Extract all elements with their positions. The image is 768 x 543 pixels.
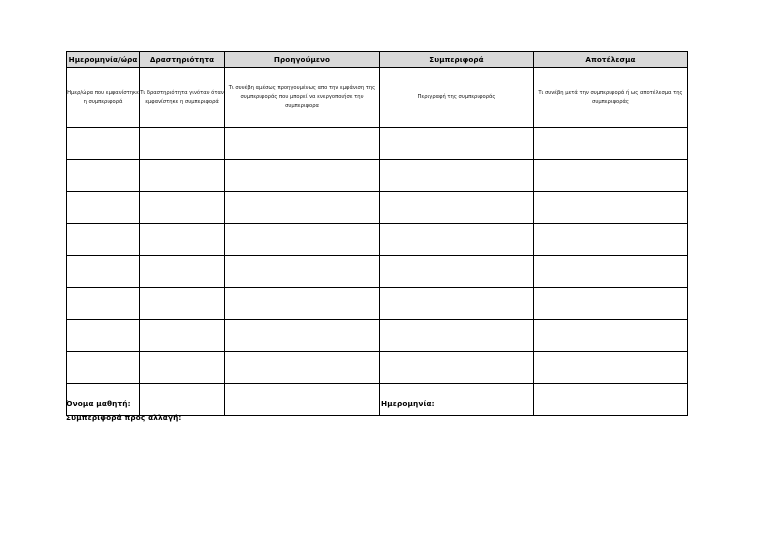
entry-cell-activity[interactable] bbox=[140, 160, 225, 192]
entry-cell-antecedent[interactable] bbox=[225, 192, 380, 224]
entry-cell-behavior[interactable] bbox=[380, 288, 534, 320]
entry-cell-antecedent[interactable] bbox=[225, 320, 380, 352]
description-consequence: Τι συνέβη μετά την συμπεριφορά ή ως αποτέλεσμα της συμπεριφοράς bbox=[534, 68, 688, 128]
entry-cell-antecedent[interactable] bbox=[225, 352, 380, 384]
entry-row bbox=[67, 192, 688, 224]
entry-cell-antecedent[interactable] bbox=[225, 288, 380, 320]
entry-cell-datetime[interactable] bbox=[67, 224, 140, 256]
entry-cell-activity[interactable] bbox=[140, 192, 225, 224]
entry-cell-behavior[interactable] bbox=[380, 128, 534, 160]
entry-row bbox=[67, 160, 688, 192]
student-name-label: Όνομα μαθητή: bbox=[66, 399, 131, 408]
entry-cell-consequence[interactable] bbox=[534, 288, 688, 320]
abc-record-table bbox=[66, 51, 688, 416]
entry-row bbox=[67, 256, 688, 288]
entry-cell-consequence[interactable] bbox=[534, 192, 688, 224]
date-label: Ημερομηνία: bbox=[381, 399, 435, 408]
header-behavior: Συμπεριφορά bbox=[380, 52, 534, 68]
entry-row bbox=[67, 320, 688, 352]
entry-row bbox=[67, 384, 688, 416]
entry-cell-activity[interactable] bbox=[140, 256, 225, 288]
entry-cell-behavior[interactable] bbox=[380, 160, 534, 192]
entry-cell-activity[interactable] bbox=[140, 320, 225, 352]
entry-cell-datetime[interactable] bbox=[67, 320, 140, 352]
entry-cell-consequence[interactable] bbox=[534, 320, 688, 352]
entry-cell-datetime[interactable] bbox=[67, 352, 140, 384]
entry-cell-datetime[interactable] bbox=[67, 288, 140, 320]
entry-cell-antecedent[interactable] bbox=[225, 384, 380, 416]
entry-cell-consequence[interactable] bbox=[534, 128, 688, 160]
entry-cell-datetime[interactable] bbox=[67, 192, 140, 224]
entry-cell-consequence[interactable] bbox=[534, 160, 688, 192]
table-header-row bbox=[67, 52, 688, 68]
description-activity: Τι δραστηριότητα γινόταν όταν εμφανίστηκε η συμπεριφορά bbox=[140, 68, 225, 128]
entry-row bbox=[67, 128, 688, 160]
entry-cell-antecedent[interactable] bbox=[225, 256, 380, 288]
entry-cell-activity[interactable] bbox=[140, 384, 225, 416]
entry-row bbox=[67, 224, 688, 256]
description-antecedent: Τι συνέβη αμέσως προηγουμένως απο την εμφάνιση της συμπεριφοράς που μπορεί να ενεργοποιήσε την συμπεριφορα bbox=[225, 68, 380, 128]
entry-cell-consequence[interactable] bbox=[534, 224, 688, 256]
header-activity: Δραστηριότητα bbox=[140, 52, 225, 68]
entry-cell-behavior[interactable] bbox=[380, 192, 534, 224]
entry-cell-consequence[interactable] bbox=[534, 256, 688, 288]
entry-cell-behavior[interactable] bbox=[380, 224, 534, 256]
entry-row bbox=[67, 352, 688, 384]
header-antecedent: Προηγούμενο bbox=[225, 52, 380, 68]
entry-cell-activity[interactable] bbox=[140, 352, 225, 384]
entry-cell-antecedent[interactable] bbox=[225, 224, 380, 256]
entry-cell-antecedent[interactable] bbox=[225, 128, 380, 160]
entry-cell-datetime[interactable] bbox=[67, 160, 140, 192]
entry-cell-activity[interactable] bbox=[140, 128, 225, 160]
header-consequence: Αποτέλεσμα bbox=[534, 52, 688, 68]
behavior-change-label: Συμπεριφορά προς αλλαγή: bbox=[66, 413, 182, 422]
entry-cell-antecedent[interactable] bbox=[225, 160, 380, 192]
entry-cell-consequence[interactable] bbox=[534, 384, 688, 416]
description-row bbox=[67, 68, 688, 128]
entry-cell-activity[interactable] bbox=[140, 224, 225, 256]
header-datetime: Ημερομηνία/ώρα bbox=[67, 52, 140, 68]
entry-cell-activity[interactable] bbox=[140, 288, 225, 320]
entry-cell-behavior[interactable] bbox=[380, 256, 534, 288]
entry-cell-behavior[interactable] bbox=[380, 352, 534, 384]
entry-row bbox=[67, 288, 688, 320]
description-behavior: Περιγραφή της συμπεριφοράς bbox=[380, 68, 534, 128]
entry-cell-behavior[interactable] bbox=[380, 320, 534, 352]
entry-cell-datetime[interactable] bbox=[67, 128, 140, 160]
description-datetime: Ημερ/ώρα που εμφανίστηκε η συμπεριφορά bbox=[67, 68, 140, 128]
entry-cell-datetime[interactable] bbox=[67, 256, 140, 288]
entry-cell-consequence[interactable] bbox=[534, 352, 688, 384]
